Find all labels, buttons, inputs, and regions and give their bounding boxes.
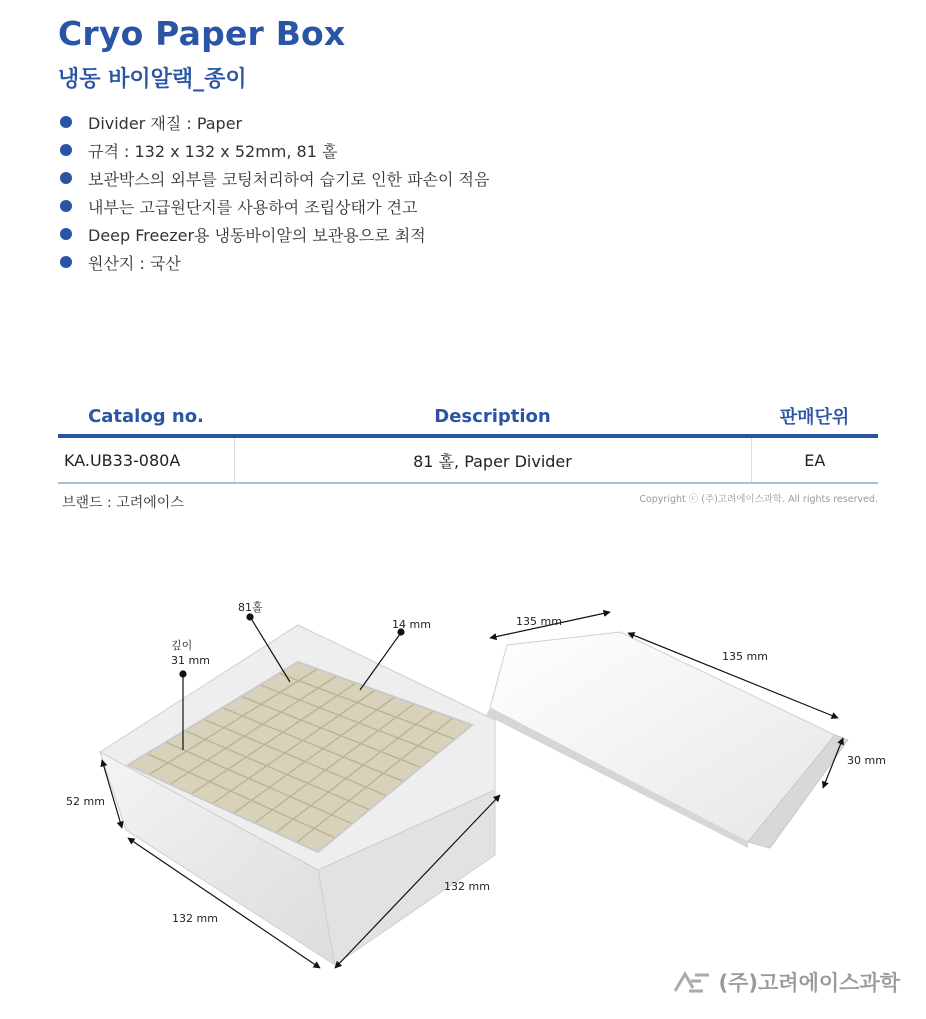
- company-name: (주)고려에이스과학: [718, 971, 900, 995]
- dim-box-width-right: 132 mm: [444, 880, 490, 893]
- feature-list: [58, 108, 489, 276]
- feature-text: 원산지 : 국산: [88, 253, 181, 273]
- brand-label: 브랜드 : 고려에이스: [62, 495, 184, 511]
- dim-lid-top-left: 135 mm: [516, 615, 562, 628]
- dim-box-height: 52 mm: [66, 795, 105, 808]
- dim-holes: 81홀: [238, 601, 263, 614]
- dim-divider-pitch: 14 mm: [392, 618, 431, 631]
- bullet-icon: [60, 200, 72, 212]
- copyright-notice: Copyright ⓒ (주)고려에이스과학. All rights reserved.: [639, 494, 878, 505]
- bullet-icon: [60, 116, 72, 128]
- cell-catalog: KA.UB33-080A: [58, 436, 234, 483]
- dim-depth-label: 깊이: [171, 639, 193, 652]
- bullet-icon: [60, 144, 72, 156]
- dim-lid-height: 30 mm: [847, 754, 886, 767]
- bullet-icon: [60, 172, 72, 184]
- feature-text: Divider 재질 : Paper: [88, 113, 243, 133]
- feature-item: [58, 108, 489, 136]
- cell-description: 81 홀, Paper Divider: [234, 436, 751, 483]
- product-figure: [0, 590, 926, 980]
- header-unit: 판매단위: [751, 398, 878, 436]
- company-logo: [673, 967, 900, 997]
- table-header-row: [58, 398, 878, 436]
- feature-item: [58, 192, 489, 220]
- dim-box-width-left: 132 mm: [172, 912, 218, 925]
- dim-depth-value: 31 mm: [171, 654, 210, 667]
- cell-unit: EA: [751, 436, 878, 483]
- feature-text: 보관박스의 외부를 코팅처리하여 습기로 인한 파손이 적음: [88, 169, 490, 189]
- feature-item: [58, 220, 489, 248]
- header-description: Description: [234, 398, 751, 436]
- lid-illustration: [486, 632, 848, 848]
- feature-item: [58, 164, 489, 192]
- dim-lid-top-right: 135 mm: [722, 650, 768, 663]
- feature-text: Deep Freezer용 냉동바이알의 보관용으로 최적: [88, 225, 426, 245]
- product-title: Cryo Paper Box: [58, 14, 346, 53]
- feature-item: [58, 136, 489, 164]
- feature-text: 규격 : 132 x 132 x 52mm, 81 홀: [88, 141, 338, 161]
- table-row: [58, 436, 878, 483]
- spec-table: [58, 398, 878, 484]
- bullet-icon: [60, 228, 72, 240]
- company-logo-icon: [673, 971, 713, 993]
- open-box-illustration: [100, 625, 495, 965]
- header-catalog: Catalog no.: [58, 398, 234, 436]
- product-subtitle: 냉동 바이알랙_종이: [58, 67, 247, 92]
- feature-item: [58, 248, 489, 276]
- bullet-icon: [60, 256, 72, 268]
- feature-text: 내부는 고급원단지를 사용하여 조립상태가 견고: [88, 197, 418, 217]
